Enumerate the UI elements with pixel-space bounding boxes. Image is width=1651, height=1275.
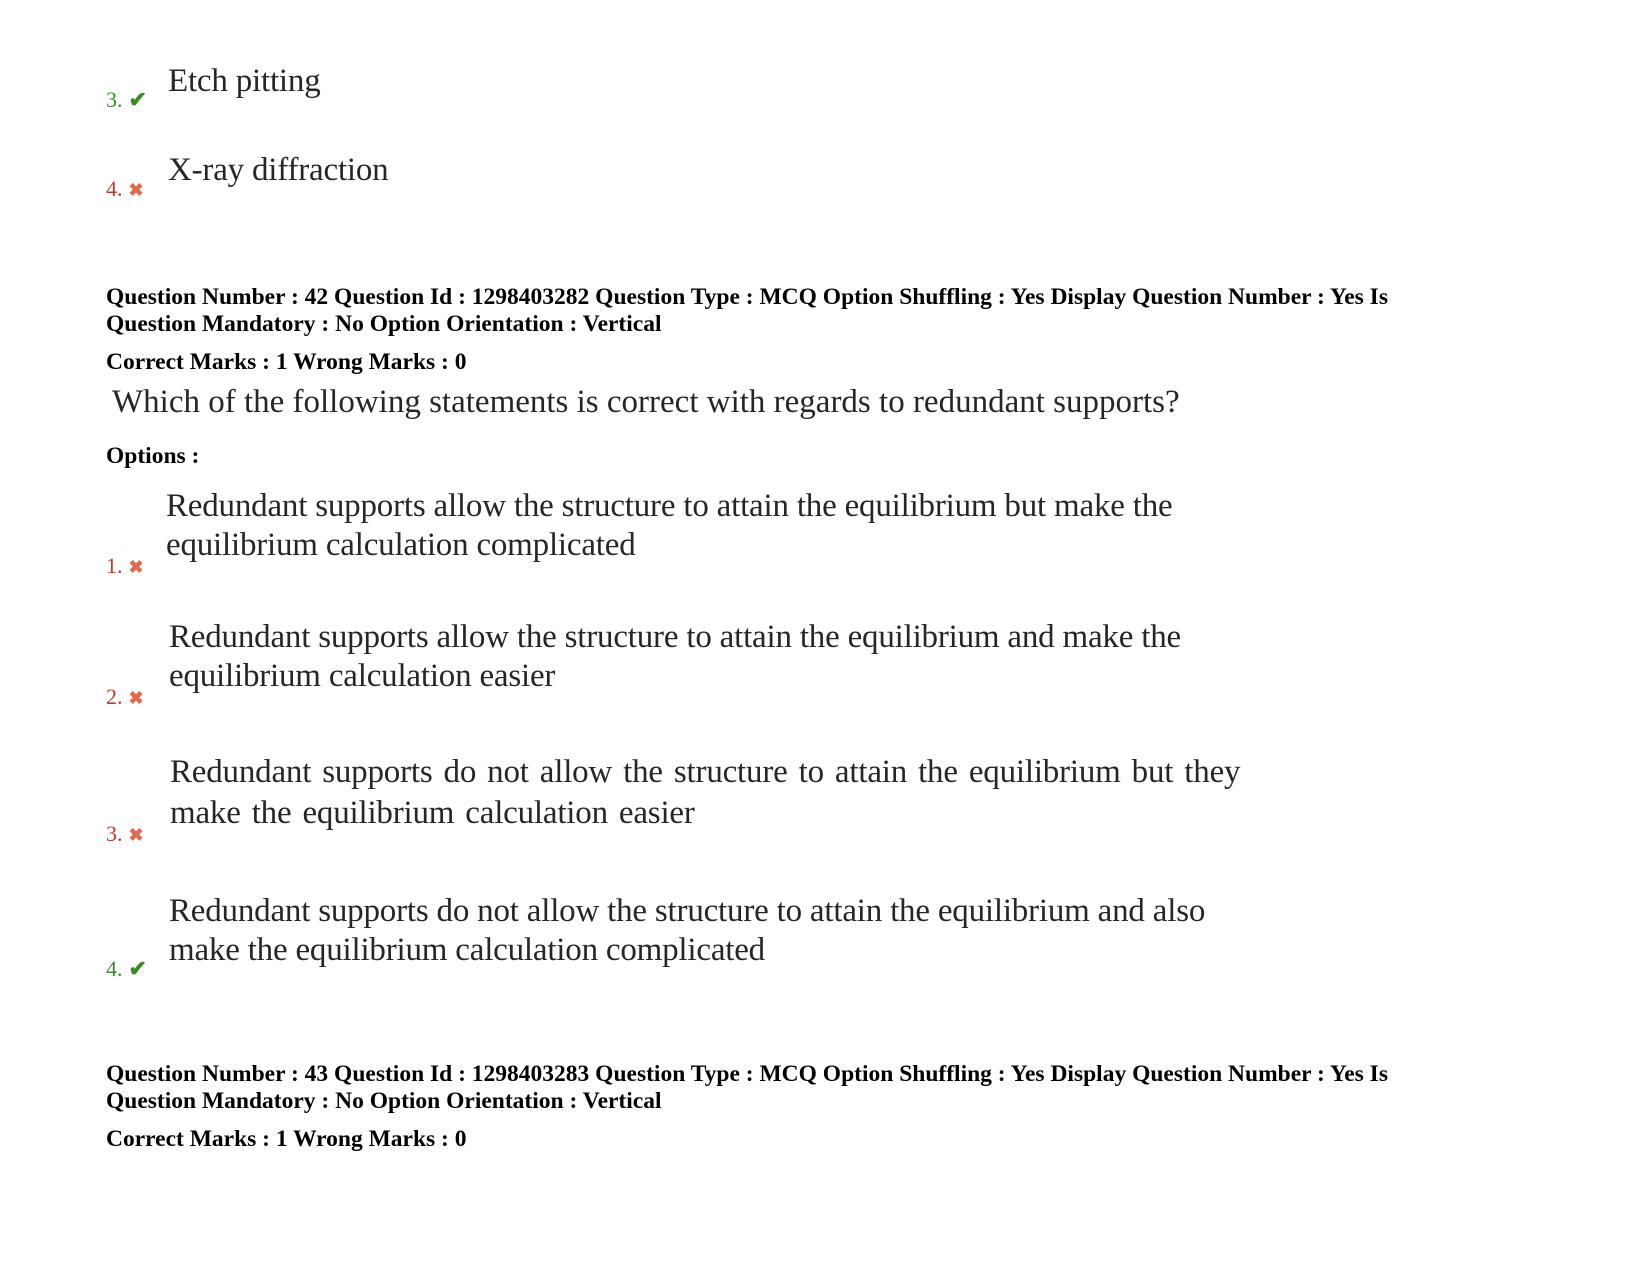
option-number: 2. [106, 684, 123, 709]
option-text [168, 151, 388, 190]
question-42-marks: Correct Marks : 1 Wrong Marks : 0 [106, 349, 467, 375]
option-text [170, 752, 1240, 834]
question-43-marks: Correct Marks : 1 Wrong Marks : 0 [106, 1126, 467, 1152]
option-line: make the equilibrium calculation easier [170, 795, 695, 831]
option-line: make the equilibrium calculation complicated [169, 932, 765, 968]
meta-line: Question Number : 43 Question Id : 1298403283 Question Type : MCQ Option Shuffling : Yes Display Question Number : Yes Is [106, 1061, 1388, 1087]
check-icon: ✔ [128, 956, 147, 981]
option-line: X-ray diffraction [168, 152, 389, 188]
option-text [169, 618, 1181, 696]
option-number: 4. [106, 956, 123, 981]
meta-line: Question Number : 42 Question Id : 1298403282 Question Type : MCQ Option Shuffling : Yes Display Question Number : Yes Is [106, 284, 1388, 310]
option-number: 3. [106, 87, 123, 112]
option-number: 3. [106, 821, 123, 846]
cross-icon: ✖ [128, 688, 144, 708]
option-line: equilibrium calculation complicated [166, 527, 636, 563]
option-line: equilibrium calculation easier [169, 658, 556, 694]
option-line: Redundant supports do not allow the structure to attain the equilibrium and also [169, 893, 1206, 929]
option-text [166, 487, 1172, 565]
cross-icon: ✖ [128, 557, 144, 577]
option-line: Redundant supports do not allow the structure to attain the equilibrium but they [170, 754, 1241, 790]
question-43-meta [106, 1061, 1388, 1115]
options-label: Options : [106, 443, 200, 469]
option-line: Redundant supports allow the structure to attain the equilibrium but make the [166, 488, 1173, 524]
check-icon: ✔ [128, 87, 147, 112]
question-42-meta [106, 284, 1388, 338]
option-number: 4. [106, 176, 123, 201]
question-42-text: Which of the following statements is correct with regards to redundant supports? [112, 384, 1180, 420]
option-number: 1. [106, 553, 123, 578]
meta-line: Question Mandatory : No Option Orientation : Vertical [106, 311, 662, 337]
cross-icon: ✖ [128, 825, 144, 845]
option-line: Redundant supports allow the structure to attain the equilibrium and make the [169, 619, 1181, 655]
option-text [169, 892, 1205, 970]
option-line: Etch pitting [168, 63, 321, 99]
meta-line: Question Mandatory : No Option Orientation : Vertical [106, 1088, 662, 1114]
cross-icon: ✖ [128, 180, 144, 200]
option-text [168, 62, 321, 101]
